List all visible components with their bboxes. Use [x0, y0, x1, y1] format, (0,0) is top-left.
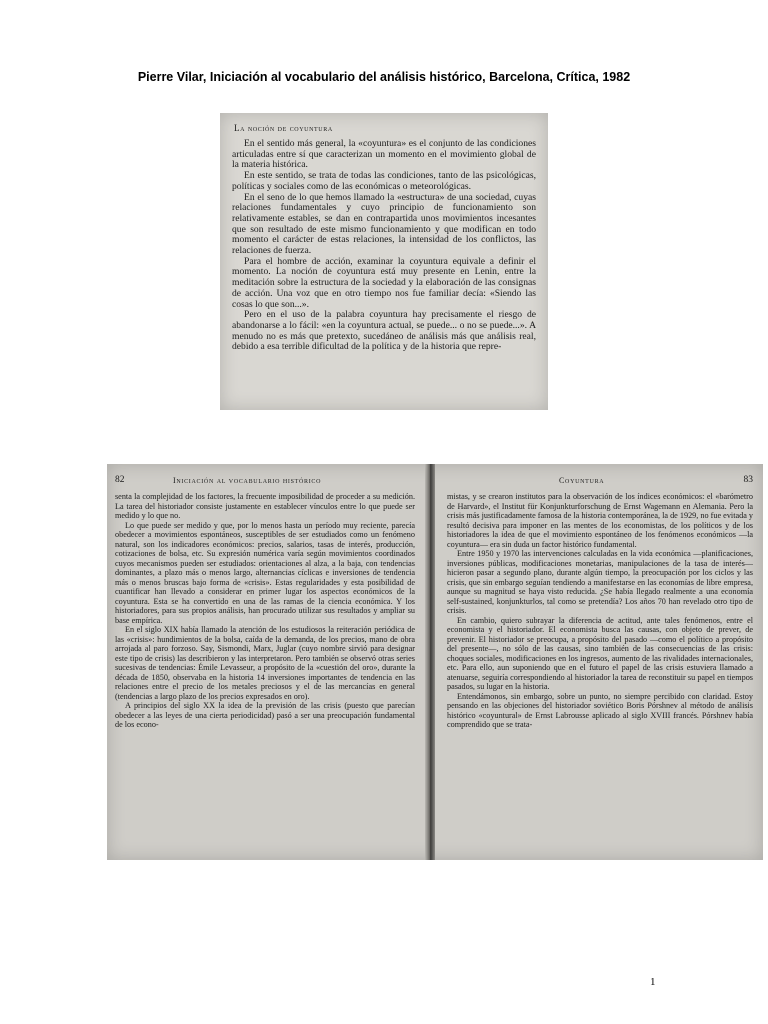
paragraph: En el siglo XIX había llamado la atención de los estudiosos la reiteración periódica de las «crisis»: hundimientos de la bolsa, caída de la demanda, de los precios, mano de obra arrojada al paro forzoso. Say, Sismondi, Marx, Juglar (cuyo nombre sirvió para designar este tipo de crisis) las describieron y las interpretaron. Pero también se observó otras series sucesivas de tendencias: Émile Levasseur, a propósito de la «cuestión del oro», durante la década de 1850, observaba en la historia 14 inversiones importantes de tendencia en las relaciones entre el precio de los metales preciosos y el de las mercancías en general (tendencias a largo plazo de los precios expresados en oro).: [115, 625, 415, 701]
paragraph: mistas, y se crearon institutos para la observación de los índices económicos: el «barómetro de Harvard», el Institut für Konjunkturforschung de Ernst Wagemann en Alemania. Pero la crisis más justificadamente famosa de la historia contemporánea, la de 1929, no fue evitada y resultó decisiva para imponer en las mentes de los economistas, de los políticos y de los historiadores la idea de que el movimiento espontáneo de los fenómenos económicos —la coyuntura— era sin duda un factor histórico fundamental.: [447, 492, 753, 549]
running-head-title: Coyuntura: [559, 476, 605, 485]
paragraph: Pero en el uso de la palabra coyuntura hay precisamente el riesgo de abandonarse a lo fácil: «en la coyuntura actual, se puede... o no se puede...». A menudo no es más que pretexto, sucedáneo de análisis más que análisis real, debido a esa terrible dificultad de la política y de la historia que repre-: [232, 309, 536, 353]
scanned-book-spread: [107, 464, 763, 860]
paragraph: En el sentido más general, la «coyuntura» es el conjunto de las condiciones articuladas entre sí que caracterizan un momento en el movimiento global de la materia histórica.: [232, 138, 536, 171]
book-page-right: [447, 476, 753, 730]
page-number-right: 83: [743, 475, 753, 485]
running-head-title: Iniciación al vocabulario histórico: [173, 476, 322, 485]
paragraph: A principios del siglo XX la idea de la previsión de las crisis (puesto que parecían obedecer a las leyes de una cierta periodicidad) pasó a ser una preocupación fundamental de los econo-: [115, 701, 415, 729]
book-spine: [425, 464, 435, 860]
paragraph: En cambio, quiero subrayar la diferencia de actitud, ante tales fenómenos, entre el economista y el historiador. El economista busca las causas, con objeto de prever, de prevenir. El historiador se preocupa, a propósito del pasado —como el político a propósito del presente—, no sólo de las causas, sino también de las consecuencias de las crisis: choques sociales, modificaciones en los ingresos, aumento de las rivalidades internacionales, etc. Para ello, aun suponiendo que en el futuro el papel de las crisis estuviera llamado a atenuarse, seguiría correspondiendo al historiador la tarea de reconstituir su papel en tiempos pasados, su lugar en la historia.: [447, 615, 753, 691]
document-citation-header: Pierre Vilar, Iniciación al vocabulario del análisis histórico, Barcelona, Crítica, 1982: [137, 70, 631, 84]
paragraph: Entre 1950 y 1970 las intervenciones calculadas en la vida económica —planificaciones, inversiones públicas, modificaciones monetarias, manipulaciones de la tasa de interés— hicieron pasar a segundo plano, durante algún tiempo, la preocupación por los ciclos y las crisis, que sin embargo seguían tendiendo a manifestarse en las economías de libre empresa, aunque su magnitud se haya visto reducida. ¿Se había llegado realmente a una economía self-sustained, konjunkturlos, tal como se pretendía? Los años 70 han revelado otro tipo de crisis.: [447, 549, 753, 615]
paragraph: En este sentido, se trata de todas las condiciones, tanto de las psicológicas, políticas y sociales como de las económicas o meteorológicas.: [232, 170, 536, 192]
paragraph: Lo que puede ser medido y que, por lo menos hasta un período muy reciente, parecía obedecer a movimientos espontáneos, susceptibles de ser estudiados como un fenómeno natural, son los indicadores económicos: precios, salarios, tasas de interés, producción, cotizaciones de bolsa, etc. Su expresión numérica varía según movimientos coordinados cuyos mecanismos pueden ser estudiados: orientaciones al alza, a la baja, con tendencias dominantes, a plazo más o menos largo, alternancias cíclicas e inversiones de tendencia más o menos bruscas bajo forma de «crisis». Estas regularidades y esta posibilidad de cuantificar han llevado a considerar en primer lugar los aspectos económicos de la coyuntura. Esta se ha convertido en una de las ramas de la ciencia económica. Y los historiadores, para sus propios análisis, han procurado utilizar sus resultados y ampliar su base empírica.: [115, 520, 415, 625]
document-page-number: 1: [650, 976, 656, 988]
page-number-left: 82: [115, 475, 125, 485]
paragraph: Para el hombre de acción, examinar la coyuntura equivale a definir el momento. La noción de coyuntura está muy presente en Lenin, entre la meditación sobre la estructura de la sociedad y la elaboración de las consignas de acción. Una voz que en otro tiempo nos fue familiar decía: «Siendo las cosas lo que son...».: [232, 255, 536, 310]
book-page-left: [115, 476, 415, 730]
paragraph: senta la complejidad de los factores, la frecuente imposibilidad de proceder a su medición. La tarea del historiador consiste justamente en establecer vínculos entre lo que puede ser medido y lo que no.: [115, 492, 415, 520]
section-heading: La noción de coyuntura: [234, 123, 333, 133]
scanned-excerpt-top: [220, 113, 548, 410]
running-head: [447, 476, 753, 492]
paragraph: Entendámonos, sin embargo, sobre un punto, no siempre percibido con claridad. Estoy pensando en las objeciones del historiador soviético Boris Pórshnev al método de análisis histórico «coyuntural» de Ernst Labrousse aplicado al siglo XVIII francés. Pórshnev había comprendido que se trata-: [447, 691, 753, 729]
running-head: [115, 476, 415, 492]
paragraph: En el seno de lo que hemos llamado la «estructura» de una sociedad, cuyas relaciones fundamentales y cuyo principio de funcionamiento son relativamente estables, se dan en contrapartida unos movimientos incesantes que son resultado de este mismo funcionamiento y que modifican en todo momento el carácter de estas relaciones, la intensidad de los conflictos, las relaciones de fuerza.: [232, 191, 536, 257]
